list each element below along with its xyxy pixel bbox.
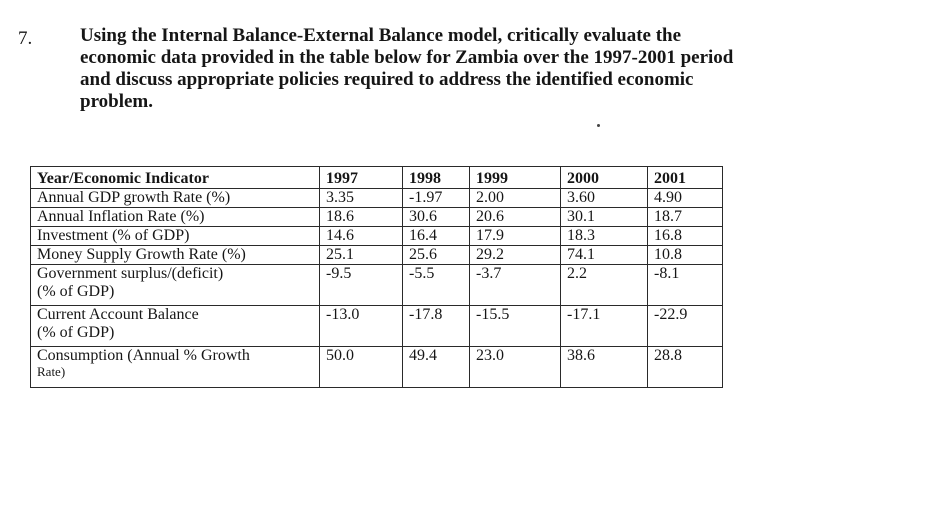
row-label: Investment (% of GDP): [31, 227, 320, 246]
table-cell: 25.1: [320, 246, 403, 265]
table-cell: 3.35: [320, 189, 403, 208]
table-cell: -9.5: [320, 265, 403, 306]
table-cell: 38.6: [561, 347, 648, 388]
table-cell: -13.0: [320, 306, 403, 347]
row-label-line-2: (% of GDP): [37, 324, 115, 341]
row-label: [31, 306, 320, 347]
stray-mark: [597, 124, 600, 127]
table-row: [31, 265, 723, 306]
row-label-line-2: Rate): [37, 364, 66, 379]
table-cell: 28.8: [648, 347, 723, 388]
table-cell: 4.90: [648, 189, 723, 208]
question-number: 7.: [18, 28, 33, 49]
table-cell: -22.9: [648, 306, 723, 347]
table-row: [31, 306, 723, 347]
row-label: [31, 347, 320, 388]
table-cell: 30.1: [561, 208, 648, 227]
economic-data-table: [30, 166, 723, 388]
row-label-line-1: Current Account Balance: [37, 306, 199, 323]
table-cell: 3.60: [561, 189, 648, 208]
row-label-line-2: (% of GDP): [37, 283, 115, 300]
row-label: Annual GDP growth Rate (%): [31, 189, 320, 208]
table-cell: -8.1: [648, 265, 723, 306]
table-row: [31, 227, 723, 246]
table-cell: -3.7: [470, 265, 561, 306]
table-cell: 74.1: [561, 246, 648, 265]
header-indicator: Year/Economic Indicator: [31, 167, 320, 189]
table-cell: -5.5: [403, 265, 470, 306]
table-cell: 14.6: [320, 227, 403, 246]
table-header-row: [31, 167, 723, 189]
question-line-3: and discuss appropriate policies required to address the identified economic: [80, 69, 694, 90]
table-cell: -15.5: [470, 306, 561, 347]
header-year-1997: 1997: [320, 167, 403, 189]
row-label: Money Supply Growth Rate (%): [31, 246, 320, 265]
table-cell: 2.00: [470, 189, 561, 208]
header-year-2000: 2000: [561, 167, 648, 189]
question-line-2: economic data provided in the table below for Zambia over the 1997-2001 period: [80, 47, 734, 68]
table-row: [31, 189, 723, 208]
table-cell: 23.0: [470, 347, 561, 388]
row-label: Annual Inflation Rate (%): [31, 208, 320, 227]
header-year-2001: 2001: [648, 167, 723, 189]
table-cell: 18.6: [320, 208, 403, 227]
header-year-1998: 1998: [403, 167, 470, 189]
table-cell: 2.2: [561, 265, 648, 306]
table-cell: 20.6: [470, 208, 561, 227]
table-cell: 17.9: [470, 227, 561, 246]
row-label: [31, 265, 320, 306]
table-row: [31, 208, 723, 227]
table-cell: 50.0: [320, 347, 403, 388]
table-cell: 29.2: [470, 246, 561, 265]
table-cell: 25.6: [403, 246, 470, 265]
table-cell: -17.1: [561, 306, 648, 347]
table-cell: -17.8: [403, 306, 470, 347]
question-line-1: Using the Internal Balance-External Balance model, critically evaluate the: [80, 25, 682, 46]
table-cell: 16.4: [403, 227, 470, 246]
table-row: [31, 347, 723, 388]
table-cell: -1.97: [403, 189, 470, 208]
table-cell: 49.4: [403, 347, 470, 388]
table-row: [31, 246, 723, 265]
table-cell: 30.6: [403, 208, 470, 227]
table-cell: 10.8: [648, 246, 723, 265]
header-year-1999: 1999: [470, 167, 561, 189]
row-label-line-1: Government surplus/(deficit): [37, 265, 224, 282]
table-cell: 18.7: [648, 208, 723, 227]
row-label-line-1: Consumption (Annual % Growth: [37, 347, 250, 364]
table-cell: 18.3: [561, 227, 648, 246]
question-line-4: problem.: [80, 91, 154, 112]
table-cell: 16.8: [648, 227, 723, 246]
question-text: [80, 25, 780, 113]
